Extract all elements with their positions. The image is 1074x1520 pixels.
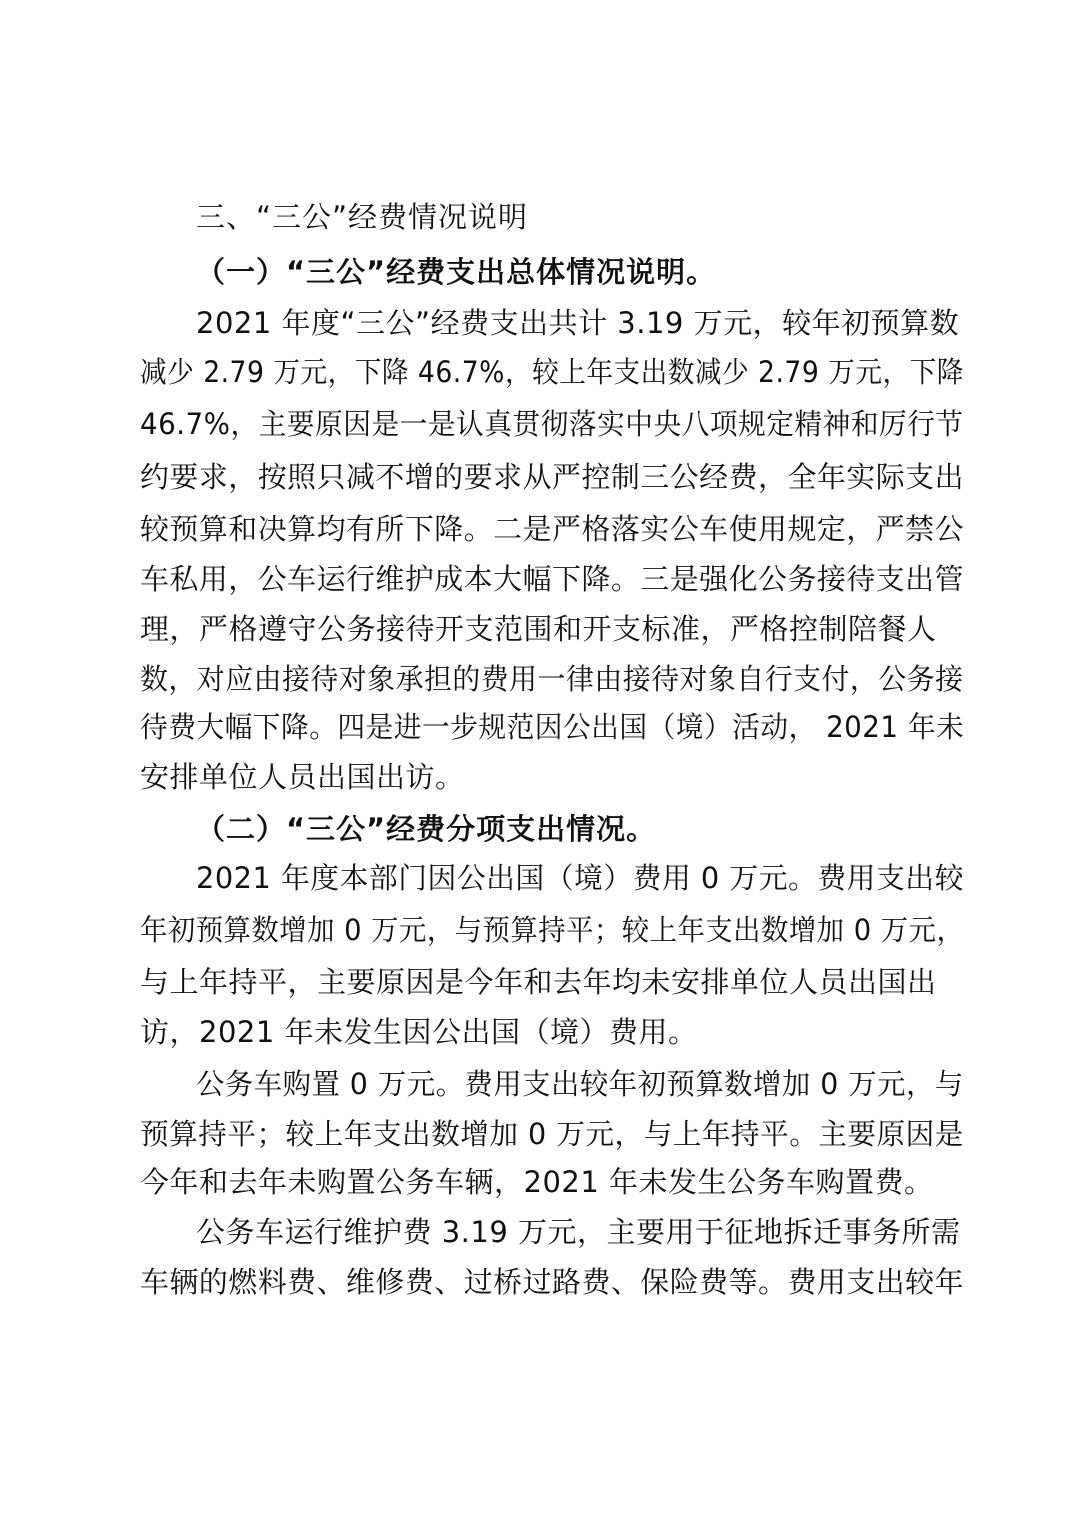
paragraph-line: 46.7%，主要原因是一是认真贯彻落实中央八项规定精神和厉行节 xyxy=(140,407,964,441)
paragraph-line: 公务车运行维护费 3.19 万元，主要用于征地拆迁事务所需 xyxy=(196,1215,961,1249)
paragraph-line: 2021 年度本部门因公出国（境）费用 0 万元。费用支出较 xyxy=(196,861,964,895)
paragraph-line: 车辆的燃料费、维修费、过桥过路费、保险费等。费用支出较年 xyxy=(140,1265,965,1299)
subsection-heading-1: （一）“三公”经费支出总体情况说明。 xyxy=(196,255,717,289)
paragraph-line: 年初预算数增加 0 万元，与预算持平；较上年支出数增加 0 万元， xyxy=(140,913,965,947)
paragraph-line: 与上年持平，主要原因是今年和去年均未安排单位人员出国出 xyxy=(140,965,937,999)
paragraph-line: 公务车购置 0 万元。费用支出较年初预算数增加 0 万元，与 xyxy=(196,1067,964,1101)
paragraph-line: 预算持平；较上年支出数增加 0 万元，与上年持平。主要原因是 xyxy=(140,1117,964,1151)
paragraph-line: 访，2021 年未发生因公出国（境）费用。 xyxy=(140,1015,698,1049)
paragraph-line: 今年和去年未购置公务车辆，2021 年未发生公务车购置费。 xyxy=(140,1165,934,1199)
section-heading: 三、“三公”经费情况说明 xyxy=(196,200,529,234)
paragraph-line: 待费大幅下降。四是进一步规范因公出国（境）活动， 2021 年未 xyxy=(140,710,965,744)
paragraph-line: 数，对应由接待对象承担的费用一律由接待对象自行支付，公务接 xyxy=(140,662,964,696)
paragraph-line: 安排单位人员出国出访。 xyxy=(140,760,465,794)
paragraph-line: 理，严格遵守公务接待开支范围和开支标准，严格控制陪餐人 xyxy=(140,612,937,646)
paragraph-line: 较预算和决算均有所下降。二是严格落实公车使用规定，严禁公 xyxy=(140,512,965,546)
subsection-heading-2: （二）“三公”经费分项支出情况。 xyxy=(196,812,657,846)
paragraph-line: 减少 2.79 万元，下降 46.7%，较上年支出数减少 2.79 万元，下降 xyxy=(140,355,964,389)
paragraph-line: 车私用，公车运行维护成本大幅下降。三是强化公务接待支出管 xyxy=(140,562,965,596)
paragraph-line: 约要求，按照只减不增的要求从严控制三公经费，全年实际支出 xyxy=(140,460,965,494)
paragraph-line: 2021 年度“三公”经费支出共计 3.19 万元，较年初预算数 xyxy=(196,306,960,340)
